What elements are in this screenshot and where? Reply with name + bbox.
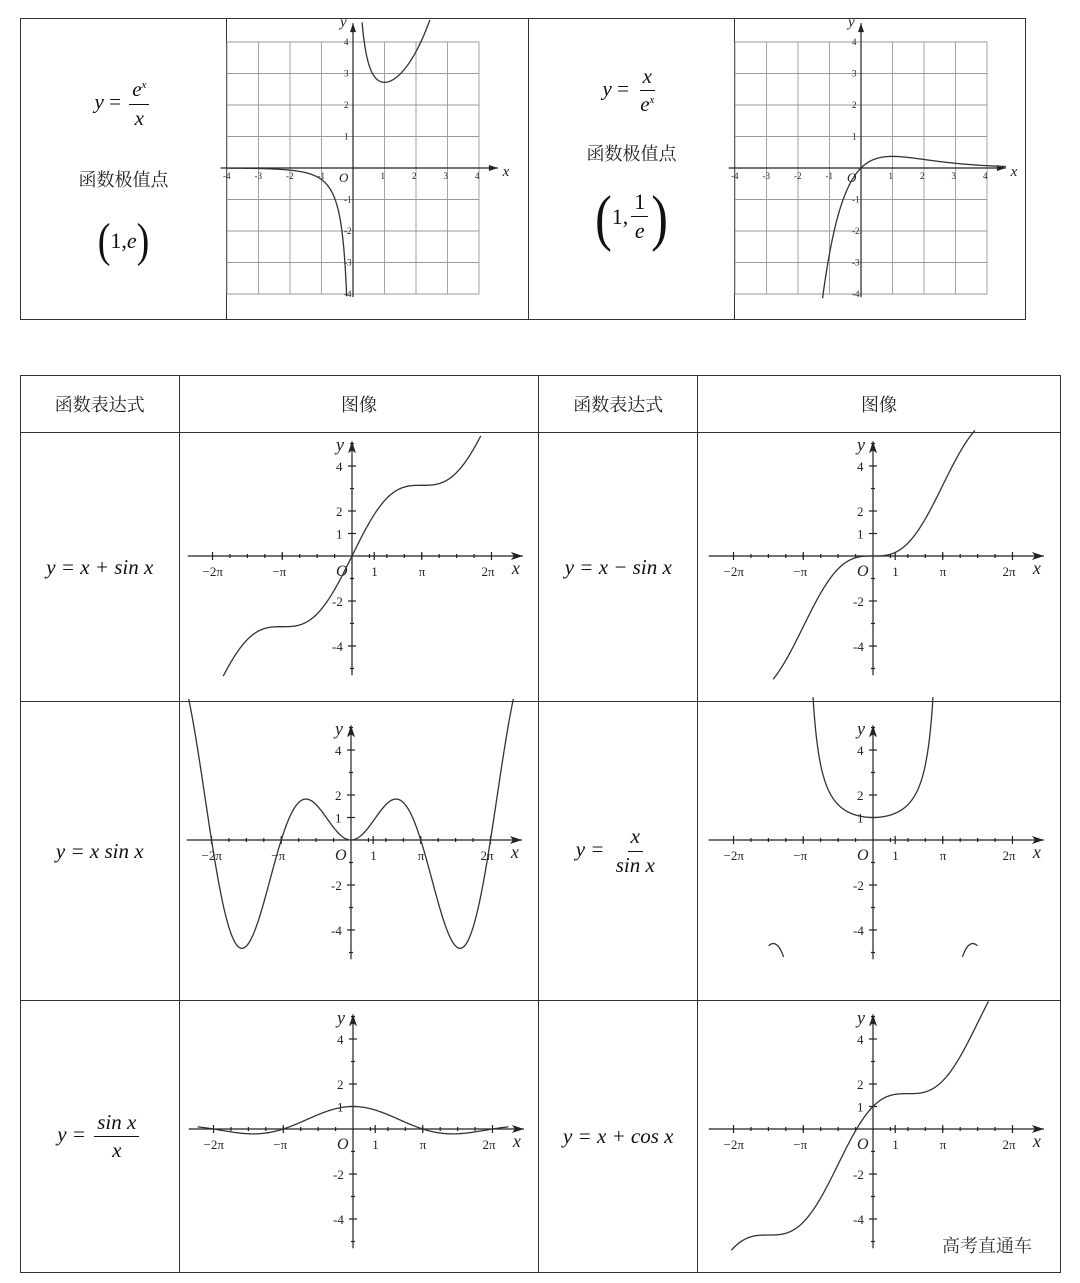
x-axis-label: x [1032, 558, 1041, 578]
y-tick-label: 4 [856, 1032, 864, 1047]
formula-cell [539, 433, 698, 702]
x-tick-label: −π [793, 848, 808, 863]
formula-cell-x-over-exp [529, 19, 735, 320]
x-tick-label: -2 [794, 171, 802, 181]
formula-eq: = [617, 76, 629, 101]
x-tick-label: 3 [443, 171, 448, 181]
x-tick-label: π [419, 1137, 426, 1152]
y-tick-label: 2 [335, 504, 342, 519]
y-tick-label: -4 [331, 639, 343, 654]
x-tick-label: −2π [723, 848, 744, 863]
x-tick-label: −π [270, 848, 285, 863]
formula-y: y [602, 76, 612, 101]
origin-label: O [856, 1136, 869, 1153]
y-tick-label: -4 [852, 923, 864, 938]
x-tick-label: 1 [370, 564, 378, 579]
formula-cell [539, 702, 698, 1001]
y-axis-label: y [848, 14, 855, 31]
y-tick-label: -2 [852, 878, 864, 893]
x-tick-label: 1 [380, 171, 385, 181]
x-axis-label: x [1010, 164, 1018, 180]
y-tick-label: -2 [331, 594, 343, 609]
origin-label: O [334, 847, 347, 864]
graph-exp-over-x [223, 14, 527, 319]
fraction [129, 78, 149, 129]
x-tick-label: −2π [723, 564, 744, 579]
formula-cell [539, 1001, 698, 1273]
point-num: 1 [631, 190, 648, 217]
origin-label: O [856, 847, 869, 864]
y-tick-label: -2 [330, 878, 342, 893]
y-tick-label: -4 [332, 1212, 344, 1227]
formula-cell-exp-over-x [21, 19, 227, 320]
x-tick-label: 1 [892, 848, 899, 863]
x-tick-label: π [939, 564, 947, 579]
graph-sin-over-x [180, 1001, 538, 1272]
y-tick-label: -1 [344, 194, 352, 205]
x-tick-label: 2π [1002, 564, 1016, 579]
y-axis-label: y [335, 434, 344, 455]
x-tick-label: −2π [723, 1137, 744, 1152]
formula-x-sin: y = x sin x [55, 838, 144, 863]
y-tick-label: 1 [335, 526, 342, 542]
x-tick-label: −2π [201, 848, 222, 863]
y-tick-label: 1 [856, 526, 864, 542]
x-tick-label: 1 [369, 848, 377, 863]
formula-x-plus-sin: y = x + sin x [46, 554, 154, 579]
x-tick-label: −π [793, 1137, 808, 1152]
graph-x-plus-sin [180, 433, 538, 701]
y-tick-label: 2 [856, 1077, 864, 1092]
y-tick-label: -4 [344, 289, 352, 299]
point-b: e [126, 227, 137, 253]
x-tick-label: -2 [286, 171, 294, 181]
graph-x-over-sin [698, 702, 1059, 1000]
y-tick-label: -2 [852, 1167, 864, 1182]
x-tick-label: −π [272, 1137, 287, 1152]
graph-cell [697, 433, 1060, 702]
y-tick-label: 3 [344, 68, 349, 79]
formula-eq: = [109, 89, 121, 114]
x-tick-label: 2π [480, 564, 495, 579]
graph-cell-x-over-exp [731, 14, 1026, 320]
function-curve [227, 20, 430, 296]
x-tick-label: −2π [203, 1137, 224, 1152]
y-tick-label: 1 [852, 131, 857, 142]
x-tick-label: 2 [920, 171, 925, 181]
y-tick-label: 2 [856, 504, 864, 519]
x-tick-label: 4 [983, 171, 988, 181]
x-tick-label: 1 [892, 1137, 899, 1152]
y-tick-label: 1 [344, 131, 349, 142]
numerator: x [628, 825, 643, 851]
x-tick-label: 1 [888, 171, 893, 181]
formula-y: y [94, 89, 104, 114]
graph-cell [179, 433, 539, 702]
x-tick-label: -1 [825, 171, 833, 181]
x-tick-label: −π [793, 564, 808, 579]
denominator: x [112, 1138, 122, 1162]
y-tick-label: -4 [852, 639, 864, 654]
formula-exp-over-x [21, 78, 226, 129]
denominator-base: e [640, 91, 650, 116]
numerator-exp: x [141, 79, 147, 92]
x-tick-label: 2π [479, 848, 494, 863]
denominator-exp: x [649, 93, 655, 106]
graph-x-over-exp [731, 14, 1025, 319]
x-axis-label: x [512, 1131, 521, 1151]
y-tick-label: -2 [852, 594, 864, 609]
y-axis-label: y [856, 434, 865, 455]
y-tick-label: -2 [344, 226, 352, 236]
denominator: x [134, 105, 144, 130]
formula-x-minus-sin: y = x − sin x [564, 554, 672, 579]
y-tick-label: 4 [852, 37, 857, 47]
y-tick-label: 2 [852, 100, 857, 110]
extremum-label: 函数极值点 [78, 169, 169, 191]
y-axis-label: y [336, 1007, 345, 1028]
y-tick-label: -1 [852, 194, 860, 205]
formula-x-over-exp [529, 65, 734, 116]
x-axis-label: x [1032, 1131, 1041, 1151]
y-tick-label: -2 [852, 226, 860, 236]
x-tick-label: -4 [223, 171, 231, 181]
y-tick-label: 2 [336, 1077, 343, 1092]
header-expr-2: 函数表达式 [539, 376, 698, 433]
header-graph-1: 图像 [179, 376, 539, 433]
extremum-point: ( 1 , $\frac{1}{e}$ ) [595, 181, 668, 252]
x-axis-label: x [502, 164, 510, 180]
numerator: x [640, 65, 655, 91]
formula-cell [21, 702, 180, 1001]
y-tick-label: 1 [336, 1099, 343, 1115]
x-arrow [489, 165, 498, 171]
graph-cell [179, 702, 539, 1001]
x-tick-label: 1 [371, 1137, 379, 1152]
origin-label: O [336, 1136, 349, 1153]
x-tick-label: −π [271, 564, 286, 579]
formula-lhs: y = [575, 836, 605, 861]
watermark: 高考直通车 [942, 1236, 1032, 1257]
y-tick-label: -4 [852, 289, 860, 299]
y-tick-label: 2 [856, 788, 864, 803]
x-tick-label: 2π [1002, 848, 1016, 863]
y-arrow [858, 23, 864, 32]
x-tick-label: 2π [1002, 1137, 1016, 1152]
y-tick-label: 4 [334, 743, 341, 758]
y-tick-label: -3 [852, 257, 860, 268]
point-a: 1 [110, 227, 122, 253]
numerator: sin x [94, 1111, 139, 1137]
y-axis-label: y [334, 718, 343, 739]
graph-cell [697, 702, 1060, 1001]
formula-x-over-sin [575, 824, 661, 877]
y-tick-label: 4 [335, 459, 342, 474]
point-den: e [634, 218, 645, 244]
y-axis-label: y [856, 1007, 865, 1028]
trig-functions-table [20, 375, 1061, 1273]
graph-cell [179, 1001, 539, 1273]
x-tick-label: -3 [254, 171, 262, 181]
x-tick-label: -1 [317, 171, 325, 181]
y-tick-label: -3 [344, 257, 352, 268]
y-tick-label: -4 [852, 1212, 864, 1227]
y-arrow [350, 23, 356, 32]
x-tick-label: π [417, 848, 424, 863]
y-tick-label: 4 [344, 37, 349, 47]
y-tick-label: 4 [856, 743, 864, 758]
y-axis-label: y [856, 718, 865, 739]
y-tick-label: 4 [336, 1032, 343, 1047]
numerator-base: e [132, 77, 142, 102]
x-tick-label: 3 [951, 171, 956, 181]
x-axis-label: x [511, 558, 520, 578]
header-graph-2: 图像 [697, 376, 1060, 433]
x-axis-label: x [1032, 842, 1041, 862]
y-tick-label: -2 [332, 1167, 344, 1182]
x-tick-label: π [939, 1137, 947, 1152]
x-tick-label: 2 [412, 171, 417, 181]
point-a: 1 [611, 203, 623, 229]
fraction [637, 65, 657, 116]
formula-cell [21, 1001, 180, 1273]
denominator: sin x [615, 852, 655, 877]
x-axis-label: x [510, 842, 519, 862]
extremum-point: ( 1 , e ) [97, 214, 150, 267]
x-tick-label: 2π [481, 1137, 496, 1152]
graph-x-minus-sin [698, 433, 1059, 701]
formula-x-plus-cos: y = x + cos x [562, 1124, 674, 1148]
formula-lhs: y = [57, 1122, 86, 1147]
x-tick-label: 4 [475, 171, 480, 181]
y-tick-label: 2 [334, 788, 341, 803]
y-tick-label: -4 [330, 923, 342, 938]
x-tick-label: −2π [202, 564, 223, 579]
y-tick-label: 3 [852, 68, 857, 79]
y-tick-label: 4 [856, 459, 864, 474]
y-axis-label: y [340, 14, 347, 31]
y-tick-label: 1 [856, 1099, 864, 1115]
extremum-table [20, 14, 1026, 320]
x-tick-label: -4 [731, 171, 739, 181]
header-expr-1: 函数表达式 [21, 376, 180, 433]
x-tick-label: π [939, 848, 947, 863]
origin-label: O [856, 563, 869, 580]
y-tick-label: 1 [334, 810, 341, 826]
x-tick-label: π [418, 564, 425, 579]
origin-label: O [339, 170, 349, 185]
origin-label: O [847, 170, 857, 185]
extremum-label: 函数极值点 [586, 143, 677, 165]
formula-sin-over-x [57, 1109, 142, 1162]
graph-x-sin [180, 702, 538, 1000]
graph-cell-exp-over-x [223, 14, 529, 320]
origin-label: O [335, 563, 348, 580]
formula-cell [21, 433, 180, 702]
y-tick-label: 1 [856, 810, 864, 826]
x-tick-label: 1 [892, 564, 899, 579]
y-tick-label: 2 [344, 100, 349, 110]
x-tick-label: -3 [762, 171, 770, 181]
